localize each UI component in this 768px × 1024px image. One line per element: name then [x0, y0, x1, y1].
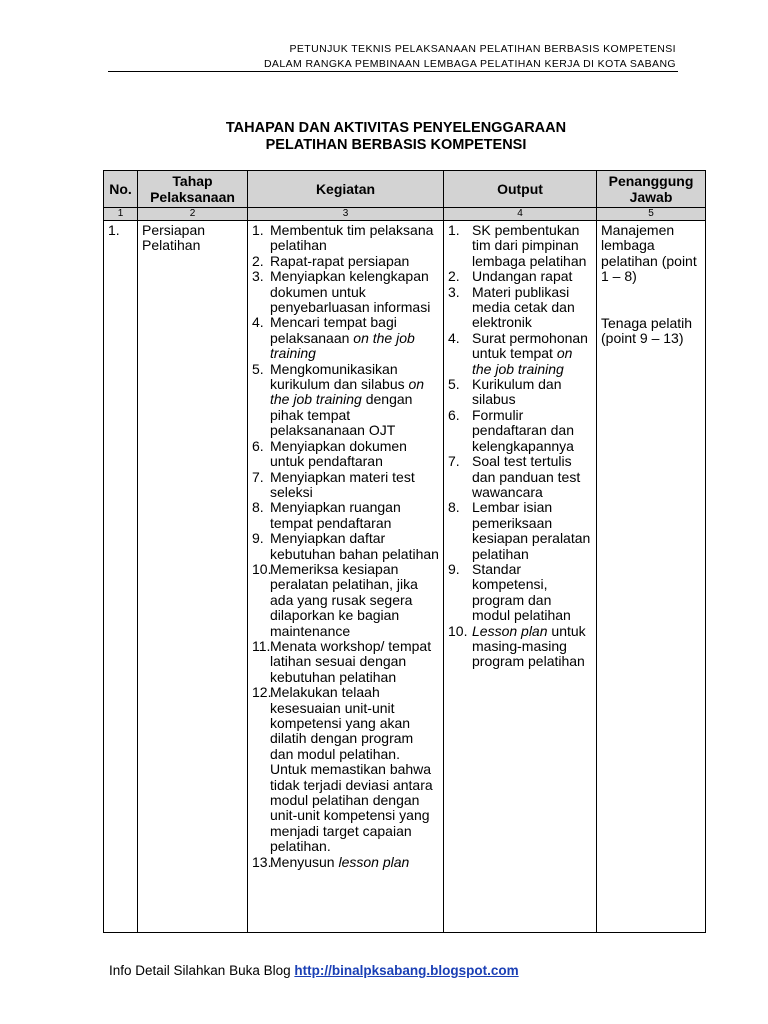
list-item — [448, 269, 592, 284]
column-number: 5 — [597, 208, 706, 221]
list-item-number: 4. — [252, 314, 264, 331]
list-item-text: Soal test tertulis dan panduan test wawancara — [472, 453, 581, 500]
list-item-text: Menyiapkan kelengkapan dokumen untuk penyebarluasan informasi — [270, 268, 431, 316]
row-number: 1. — [104, 221, 138, 933]
output-list — [448, 223, 592, 670]
list-item — [448, 331, 592, 377]
list-item-text: Mencari tempat bagi pelaksanaan on the job training — [270, 314, 415, 362]
header-divider — [108, 71, 678, 72]
header-output: Output — [444, 171, 597, 208]
list-item — [448, 624, 592, 670]
column-number: 1 — [104, 208, 138, 221]
list-item — [252, 685, 439, 854]
list-item-number: 8. — [252, 499, 264, 516]
header-line-2: DALAM RANGKA PEMBINAAN LEMBAGA PELATIHAN KERJA DI KOTA SABANG — [263, 58, 676, 70]
list-item-number: 1. — [448, 222, 460, 238]
table-header-row — [104, 171, 706, 208]
list-item — [252, 500, 439, 531]
list-item-number: 2. — [448, 268, 460, 285]
document-title — [104, 120, 688, 154]
list-item-number: 7. — [448, 453, 460, 470]
list-item-text: SK pembentukan tim dari pimpinan lembaga pelatihan — [472, 222, 587, 269]
row-kegiatan — [248, 221, 444, 933]
column-number: 2 — [138, 208, 248, 221]
list-item-text: Surat permohonan untuk tempat on the job training — [472, 329, 588, 377]
list-item-text: Lesson plan untuk masing-masing program pelatihan — [472, 622, 586, 670]
list-item — [252, 562, 439, 639]
list-item-number: 13. — [252, 853, 272, 870]
list-item — [448, 500, 592, 562]
list-item — [252, 855, 439, 870]
list-item — [448, 223, 592, 269]
list-item-text: Materi publikasi media cetak dan elektronik — [472, 283, 575, 331]
list-item-text: Undangan rapat — [472, 268, 573, 285]
footer-text: Info Detail Silahkan Buka Blog — [109, 963, 295, 978]
column-number-row — [104, 208, 706, 221]
blog-link[interactable]: http://binalpksabang.blogspot.com — [294, 963, 519, 978]
list-item-number: 2. — [252, 252, 264, 269]
pj-item: Manajemen lembaga pelatihan (point 1 – 8) — [601, 222, 697, 285]
header-penanggung-jawab: Penanggung Jawab — [597, 171, 706, 208]
list-item-text: Menyiapkan daftar kebutuhan bahan pelatihan — [270, 530, 439, 562]
header-tahap: Tahap Pelaksanaan — [138, 171, 248, 208]
row-penanggung-jawab — [597, 221, 706, 933]
document-header — [264, 42, 676, 72]
list-item — [448, 562, 592, 624]
list-item-text: Kurikulum dan silabus — [472, 376, 562, 408]
footer — [109, 963, 519, 978]
column-number: 4 — [444, 208, 597, 221]
list-item — [252, 639, 439, 685]
list-item-number: 10. — [448, 622, 468, 639]
header-no: No. — [104, 171, 138, 208]
list-item — [252, 223, 439, 254]
row-tahap: Persiapan Pelatihan — [138, 221, 248, 933]
list-item-text: Rapat-rapat persiapan — [270, 252, 410, 269]
list-item — [448, 454, 592, 500]
list-item — [252, 531, 439, 562]
list-item-text: Melakukan telaah kesesuaian unit-unit kompetensi yang akan dilatih dengan program dan modul pelatihan. Untuk memastikan bahwa tidak terjadi deviasi antara modul pelatihan dengan unit-unit kompetensi yang menjadi target capaian pelatihan. — [270, 684, 433, 855]
list-item — [448, 408, 592, 454]
list-item-number: 12. — [252, 684, 272, 701]
list-item-text: Menata workshop/ tempat latihan sesuai dengan kebutuhan pelatihan — [270, 637, 432, 685]
list-item-text: Menyiapkan ruangan tempat pendaftaran — [270, 499, 401, 531]
pj-item: Tenaga pelatih (point 9 – 13) — [601, 314, 693, 347]
list-item-number: 5. — [448, 376, 460, 393]
list-item-text: Mengkomunikasikan kurikulum dan silabus on the job training dengan pihak tempat pelaksananaan OJT — [270, 360, 425, 439]
list-item-text: Formulir pendaftaran dan kelengkapannya — [472, 406, 574, 454]
list-item-text: Menyiapkan dokumen untuk pendaftaran — [270, 437, 407, 470]
title-line-1: TAHAPAN DAN AKTIVITAS PENYELENGGARAAN — [225, 120, 567, 136]
list-item — [448, 377, 592, 408]
list-item-number: 11. — [252, 637, 271, 654]
list-item — [448, 285, 592, 331]
list-item-number: 4. — [448, 329, 460, 346]
activity-table — [103, 170, 706, 933]
list-item-number: 6. — [252, 437, 264, 454]
list-item-number: 7. — [252, 468, 264, 485]
list-item — [252, 315, 439, 361]
list-item-text: Membentuk tim pelaksana pelatihan — [270, 222, 434, 254]
header-line-1: PETUNJUK TEKNIS PELAKSANAAN PELATIHAN BERBASIS KOMPETENSI — [289, 43, 676, 55]
kegiatan-list — [252, 223, 439, 870]
list-item — [252, 362, 439, 439]
list-item-text: Standar kompetensi, program dan modul pelatihan — [472, 560, 571, 624]
list-item-text: Menyusun lesson plan — [270, 853, 410, 870]
table-row — [104, 221, 706, 933]
list-item-number: 9. — [252, 530, 264, 547]
list-item-number: 3. — [252, 268, 264, 285]
header-kegiatan: Kegiatan — [248, 171, 444, 208]
list-item-text: Memeriksa kesiapan peralatan pelatihan, jika ada yang rusak segera dilaporkan ke bagian maintenance — [270, 560, 418, 639]
list-item-number: 1. — [252, 222, 264, 238]
list-item-number: 6. — [448, 406, 460, 423]
list-item — [252, 254, 439, 269]
list-item — [252, 470, 439, 501]
list-item-number: 5. — [252, 360, 264, 377]
list-item-number: 9. — [448, 560, 460, 577]
list-item-number: 3. — [448, 283, 460, 300]
list-item-number: 10. — [252, 560, 272, 577]
title-line-2: PELATIHAN BERBASIS KOMPETENSI — [265, 137, 527, 153]
list-item-number: 8. — [448, 499, 460, 516]
column-number: 3 — [248, 208, 444, 221]
list-item — [252, 439, 439, 470]
list-item-text: Menyiapkan materi test seleksi — [270, 468, 415, 500]
row-output — [444, 221, 597, 933]
list-item — [252, 269, 439, 315]
list-item-text: Lembar isian pemeriksaan kesiapan peralatan pelatihan — [472, 499, 591, 562]
